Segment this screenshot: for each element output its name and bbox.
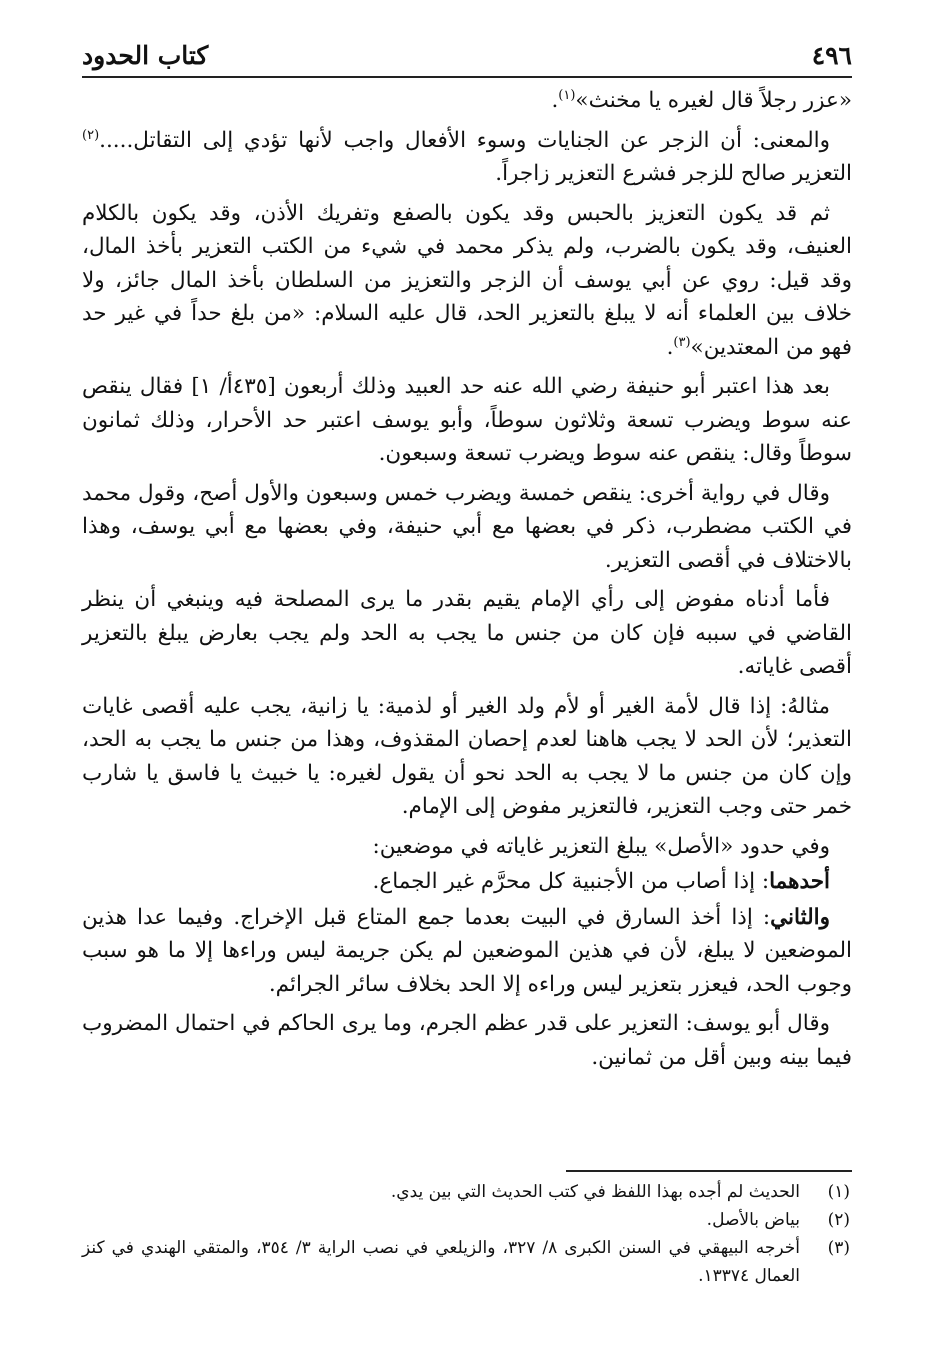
paragraph-1: «عزر رجلاً قال لغيره يا مخنث»$^{(١)}$. [551, 87, 852, 113]
paragraph-9: أحدهما: إذا أصاب من الأجنبية كل محرَّم غير الجماع. [372, 869, 830, 894]
footnote-3 [82, 1234, 852, 1290]
paragraph-11: وقال أبو يوسف: التعزير على قدر عظم الجرم، وما يرى الحاكم في احتمال المضروب فيما بينه وبين أقل من ثمانين. [82, 1011, 852, 1070]
footnote-1 [82, 1178, 852, 1206]
footnote-number: (٣) [827, 1238, 850, 1258]
paragraph-4: بعد هذا اعتبر أبو حنيفة رضي الله عنه حد العبيد وذلك أربعون [٤٣٥أ/ ١] فقال ينقص عنه سوط ويضرب تسعة وثلاثون سوطاً، وأبو يوسف اعتبر حد الأحرار، وذلك ثمانون سوطاً وقال: ينقص عنه سوط ويضرب تسعة وسبعون. [82, 374, 852, 466]
second-case-label: والثاني [770, 904, 830, 930]
paragraph-8: وفي حدود «الأصل» يبلغ التعزير غاياته في موضعين: [372, 833, 830, 859]
running-title: كتاب الحدود [82, 41, 209, 70]
paragraph-2: والمعنى: أن الزجر عن الجنايات وسوء الأفعال واجب لأنها تؤدي إلى التقاتل.....$^{(٢)}$ التعزير صالح للزجر فشرع التعزير زاجراً. [82, 127, 852, 186]
footnote-text: الحديث لم أجده بهذا اللفظ في كتب الحديث التي بين يدي. [390, 1182, 800, 1202]
paragraph-7: مثالهُ: إذا قال لأمة الغير أو لأم ولد الغير أو لذمية: يا زانية، يجب عليه أقصى غايات التعذير؛ لأن الحد لا يجب هاهنا لعدم إحصان المقذوف، وهذا من جنس ما يجب به الحد، وإن كان من جنس ما لا يجب به الحد نحو أن يقول لغيره: يا خبيث يا فاسق يا شارب خمر حتى وجب التعزير، فالتعزير مفوض إلى الإمام. [82, 693, 852, 819]
footnote-ref-2: (٢) [82, 127, 100, 143]
page-header [82, 22, 852, 70]
first-case-label: أحدهما [769, 869, 830, 894]
main-text [82, 84, 852, 1080]
paragraph-10: والثاني: إذا أخذ السارق في البيت بعدما جمع المتاع قبل الإخراج. وفيما عدا هذين الموضعين لا يبلغ، لأن في هذين الموضعين لم يكن جريمة ليس وراءها إلا ما هو سبب وجوب الحد، فيعزر بتعزير ليس وراءه إلا الحد بخلاف سائر الجرائم. [82, 904, 852, 997]
footnotes [82, 1178, 852, 1290]
footnote-number: (١) [827, 1182, 850, 1202]
footnote-divider [566, 1170, 852, 1172]
paragraph-6: فأما أدناه مفوض إلى رأي الإمام يقيم بقدر ما يرى المصلحة فيه وينبغي أن ينظر القاضي في سببه فإن كان من جنس ما يجب به الحد ولم يجب بعارض يبلغ بالتعزير أقصى غاياته. [82, 587, 852, 679]
header-divider [82, 76, 852, 78]
footnote-number: (٢) [827, 1210, 850, 1230]
footnote-2 [82, 1206, 852, 1234]
footnote-text: أخرجه البيهقي في السنن الكبرى ٨/ ٣٢٧، والزيلعي في نصب الراية ٣/ ٣٥٤، والمتقي الهندي في كنز العمال ١٣٣٧٤. [82, 1238, 800, 1286]
paragraph-3: ثم قد يكون التعزيز بالحبس وقد يكون بالصفع وتفريك الأذن، وقد يكون بالكلام العنيف، وقد يكون بالضرب، ولم يذكر محمد في شيء من الكتب التعزير بأخذ المال، وقد قيل: روي عن أبي يوسف أن الزجر والتعزيز من السلطان بأخذ المال جائز، ولا خلاف بين العلماء أنه لا يبلغ بالتعزير الحد، قال عليه السلام: «من بلغ حداً في غير حد فهو من المعتدين»$^{(٣)}$. [82, 200, 852, 360]
footnote-ref-1: (١) [558, 87, 576, 103]
footnote-ref-3: (٣) [673, 334, 691, 350]
footnote-text: بياض بالأصل. [706, 1210, 800, 1230]
paragraph-5: وقال في رواية أخرى: ينقص خمسة ويضرب خمس وسبعون والأول أصح، وقول محمد في الكتب مضطرب، ذكر في بعضها مع أبي حنيفة، وفي بعضها مع أبي يوسف، وهذا بالاختلاف في أقصى التعزير. [82, 480, 852, 573]
page-number: ٤٩٦ [811, 41, 852, 70]
